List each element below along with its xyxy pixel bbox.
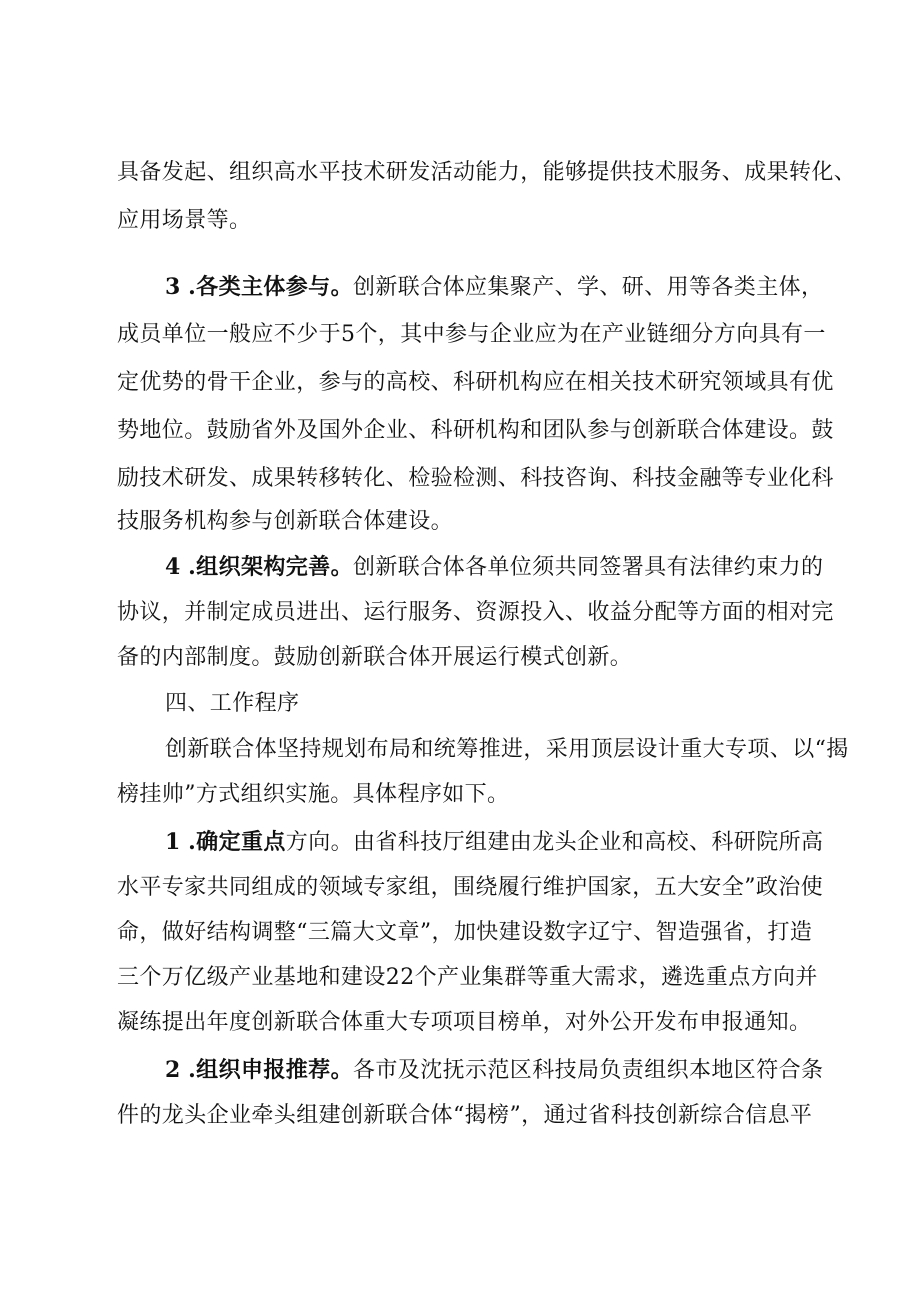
- item-heading: .确定重点: [188, 829, 286, 855]
- paragraph-line: 定优势的骨干企业，参与的高校、科研机构应在相关技术研究领域具有优: [117, 370, 834, 395]
- paragraph-line: 协议，并制定成员进出、运行服务、资源投入、收益分配等方面的相对完: [117, 600, 834, 625]
- paragraph-line: 件的龙头企业牵头组建创新联合体“揭榜”，通过省科技创新综合信息平: [117, 1103, 813, 1128]
- section-heading: 四、工作程序: [165, 691, 300, 716]
- paragraph-line: [165, 827, 823, 857]
- paragraph-line: 水平专家共同组成的领域专家组，围绕履行维护国家，五大安全”政治使: [117, 875, 824, 900]
- paragraph-line: [165, 272, 823, 302]
- paragraph-text: 创新联合体应集聚产、学、研、用等各类主体，: [353, 275, 824, 300]
- item-number: 2: [165, 1057, 181, 1083]
- paragraph-line: 成员单位一般应不少于5个，其中参与企业应为在产业链细分方向具有一: [117, 322, 826, 347]
- paragraph-line: [165, 1055, 823, 1085]
- paragraph-line: 励技术研发、成果转移转化、检验检测、科技咨询、科技金融等专业化科: [117, 466, 834, 491]
- item-heading: .各类主体参与。: [188, 274, 353, 300]
- paragraph-line: 命，做好结构调整“三篇大文章”，加快建设数字辽宁、智造强省，打造: [117, 920, 813, 945]
- paragraph-text: 创新联合体各单位须共同签署具有法律约束力的: [353, 555, 824, 580]
- paragraph-line: 创新联合体坚持规划布局和统筹推进，采用顶层设计重大专项、以“揭: [165, 737, 849, 762]
- item-heading: .组织申报推荐。: [188, 1057, 353, 1083]
- paragraph-line: 备的内部制度。鼓励创新联合体开展运行模式创新。: [117, 645, 633, 670]
- paragraph-text: 各市及沈抚示范区科技局负责组织本地区符合条: [353, 1058, 824, 1083]
- paragraph-text: 方向。由省科技厅组建由龙头企业和高校、科研院所高: [285, 830, 824, 855]
- paragraph-line: 凝练提出年度创新联合体重大专项项目榜单，对外公开发布申报通知。: [117, 1010, 812, 1035]
- paragraph-line: 应用场景等。: [117, 208, 252, 233]
- paragraph-line: [165, 552, 823, 582]
- paragraph-line: 具备发起、组织高水平技术研发活动能力，能够提供技术服务、成果转化、: [117, 160, 857, 185]
- paragraph-line: 榜挂帅”方式组织实施。具体程序如下。: [117, 782, 510, 807]
- item-number: 1: [165, 829, 181, 855]
- paragraph-line: 三个万亿级产业基地和建设22个产业集群等重大需求，遴选重点方向并: [117, 965, 818, 990]
- item-number: 4: [165, 554, 181, 580]
- paragraph-line: 技服务机构参与创新联合体建设。: [117, 509, 454, 534]
- item-heading: .组织架构完善。: [188, 554, 353, 580]
- item-number: 3: [165, 274, 181, 300]
- paragraph-line: 势地位。鼓励省外及国外企业、科研机构和团队参与创新联合体建设。鼓: [117, 418, 834, 443]
